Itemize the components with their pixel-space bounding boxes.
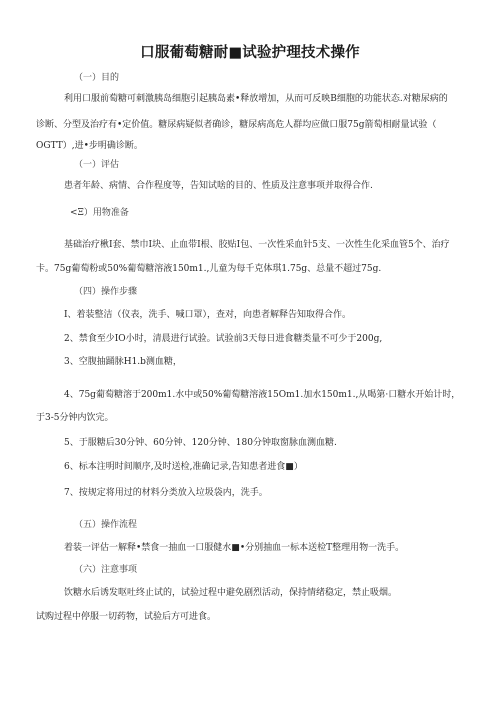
step-5: 5、于服糖后30分钟、60分钟、120分钟、180分钟取窗脉血测血糖. xyxy=(64,438,337,448)
step-7: 7、按规定将用过的材料分类放入垃圾袋内，洗手。 xyxy=(64,488,268,498)
notes-line-2: 试购过程中停服一切药物，试验后方可进食。 xyxy=(36,612,217,622)
purpose-line-3: OGTT）,进•步明确诊断。 xyxy=(36,141,143,151)
step-3: 3、空腹抽踊脉H1.b测血糖， xyxy=(64,357,182,367)
purpose-paragraph-cont xyxy=(36,115,437,157)
assessment-heading: （一）评估 xyxy=(74,160,120,170)
step-1: I、着装整洁（仪表，洗手、喊口罩），查对，向患者解释告知取得合作。 xyxy=(64,310,352,320)
notes-line-1: 饮糖水后诱发呕吐终止试的，试验过程中避免剧烈活动，保持情绪稳定，禁止吸烟。 xyxy=(64,588,398,598)
purpose-paragraph xyxy=(64,89,448,110)
step-6: 6、标本注明时间顺序,及时送检,准确记录,告知患者进食■） xyxy=(64,462,303,472)
notes-heading: （六）注意事项 xyxy=(74,565,138,575)
flow-text: 着装一评估一解释•禁食一抽血一口服健水■•分别抽血一标本送检T整理用物一洗手。 xyxy=(64,543,405,553)
document-title: 口服葡萄糖耐■试验护理技术操作 xyxy=(140,45,360,61)
assessment-text: 患者年龄、病情、合作程度等，告知试啥的目的、性质及注意事项并取得合作. xyxy=(64,181,373,191)
flow-heading: （五）操作流程 xyxy=(74,520,138,530)
step-4-line-2: 于3-5分钟内饮完。 xyxy=(36,413,114,423)
supplies-line-1: 基础治疗楸I套、禁巾I块、止血带I根、胶贴I包、一次性采血针5支、一次性生化采血管5个、治疗 xyxy=(64,240,450,250)
purpose-heading: （一）目的 xyxy=(74,73,120,83)
steps-heading: （四）操作步骤 xyxy=(74,287,138,297)
supplies-line-2: 卡。75g葡萄粉或50%葡萄糖溶液150m1.,儿童为每千克体琪1.75g、总量不超过75g. xyxy=(36,264,382,274)
step-4-line-1: 4、75g葡萄糖溶于200m1.水中或50%葡萄糖溶液15Om1.加水150m1.,从喝第·口糖水开始计时， xyxy=(64,390,461,400)
purpose-line-2: 诊断、分型及治疗有•定价值。糖尿病疑似者确诊，糖尿病高危人群均应做口服75g箭萄相耐量试验（ xyxy=(36,120,437,130)
supplies-heading: <Ξ）用物准备 xyxy=(70,208,129,218)
purpose-line-1: 利用口服前萄糖可刺激胰岛细胞引起胰岛素•释放增加，从而可反映B细胞的功能状态.对糖尿病的 xyxy=(64,94,448,104)
step-2: 2、禁食至少IO小时，清晨进行试验。试验前3天每日进食糖类量不可少于200g, xyxy=(64,334,383,344)
